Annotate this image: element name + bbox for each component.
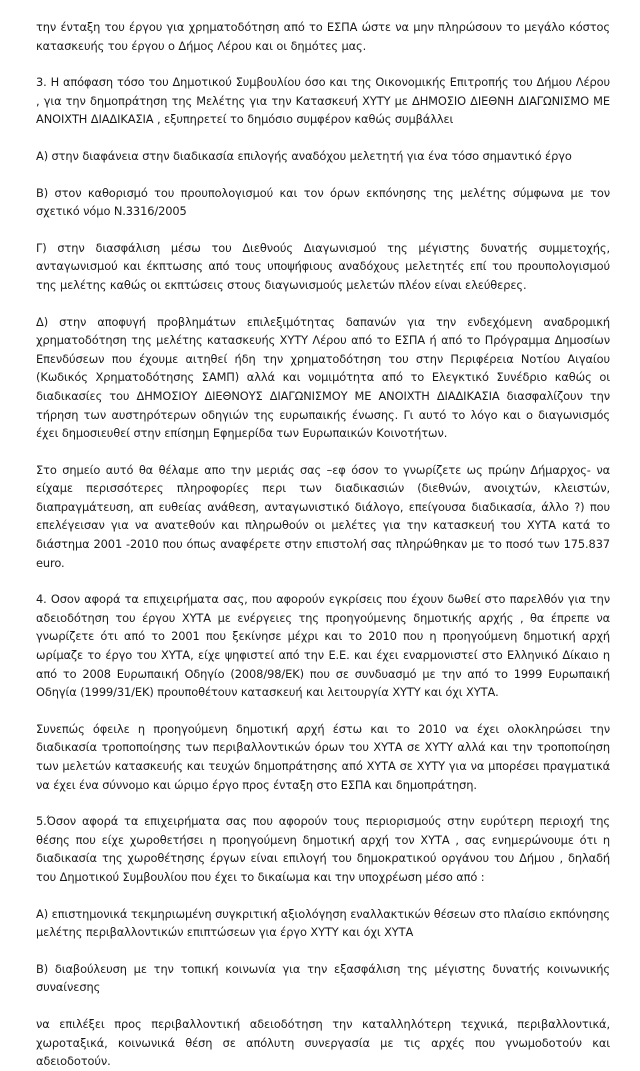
paragraph-conclusion: να επιλέξει προς περιβαλλοντική αδειοδότηση την καταλληλότερη τεχνικά, περιβαλλοντικά, χωροταξικά, κοινωνικά θέση σε απόλυτη συνεργασία με τις αρχές που γνωμοδοτούν και αδειοδοτούν. [36, 1016, 610, 1069]
paragraph-point-5: 5.Όσον αφορά τα επιχειρήματα σας που αφορούν τους περιορισμούς στην ευρύτερη περιοχή της θέσης που είχε χωροθετήσει η προηγούμενη δημοτική αρχή τον ΧΥΤΑ , σας ενημερώνουμε ότι η διαδικασία της χωροθέτησης έργων είναι επιλογή του δημοκρατικού οργάνου του Δήμου , δηλαδή του Δημοτικού Συμβουλίου που έχει το δικαίωμα και την υποχρέωση μέσο από : [36, 814, 610, 884]
paragraph-consequently: Συνεπώς όφειλε η προηγούμενη δημοτική αρχή έστω και το 2010 να έχει ολοκληρώσει την διαδικασία τροποποίησης των περιβαλλοντικών όρων του ΧΥΤΑ σε ΧΥΤΥ αλλά και την τροποποίηση των μελετών κατασκευής και τευχών δημοπράτησης από ΧΥΤΑ σε ΧΥΤΥ για να μπορέσει πραγματικά να έχει ένα σύννομο και ώριμο έργο προς ένταξη στο ΕΣΠΑ και δημοπράτηση. [36, 721, 610, 792]
paragraph-question: Στο σημείο αυτό θα θέλαμε απο την μεριάς σας –εφ όσον το γνωρίζετε ως πρώην Δήμαρχος- να είχαμε περισσότερες πληροφορίες περι των διαδικασιών (διεθνών, ανοιχτών, κλειστών, διαπραγμάτευση, απ ευθείας ανάθεση, ανταγωνιστικό διάλογο, επείγουσα διαδικασία, άλλο ?) που επελέγεισαν για να ανατεθούν και πληρωθούν οι μελέτες για την κατασκευή του ΧΥΤΑ κατά το διάστημα 2001 -2010 που όπως αναφέρετε στην επιστολή σας πληρώθηκαν με το ποσό των 175.837 euro. [36, 462, 610, 570]
paragraph-point-3: 3. Η απόφαση τόσο του Δημοτικού Συμβουλίου όσο και της Οικονομικής Επιτροπής του Δήμου Λέρου , για την δημοπράτηση της Μελέτης για την Κατασκευή ΧΥΤΥ με ΔΗΜΟΣΙΟ ΔΙΕΘΝΗ ΔΙΑΓΩΝΙΣΜΟ ΜΕ ΑΝΟΙΧΤΗ ΔΙΑΔΙΚΑΣΙΑ , εξυπηρετεί το δημόσιο συμφέρον καθώς συμβάλλει [36, 75, 610, 127]
paragraph-point-3d: Δ) στην αποφυγή προβλημάτων επιλεξιμότητας δαπανών για την ενδεχόμενη αναδρομική χρηματοδότηση της μελέτης κατασκευής ΧΥΤΥ Λέρου από το ΕΣΠΑ ή από το Πρόγραμμα Δημοσίων Επενδύσεων που έχουμε αιτηθεί ήδη την χρηματοδότηση του στην Περιφέρεια Νοτίου Αιγαίου (Κωδικός Χρηματοδότησης ΣΑΜΠ) αλλά και νομιμότητα από το Ελεγκτικό Συνέδριο καθώς οι διαδικασίες του ΔΗΜΟΣΙΟΥ ΔΙΕΘΝΟΥΣ ΔΙΑΓΩΝΙΣΜΟΥ ΜΕ ΑΝΟΙΧΤΗ ΔΙΑΔΙΚΑΣΙΑ διασφαλίζουν την τήρηση των αυστηρότερων οδηγιών της ευρωπαικής ένωσης. Γι αυτό το λόγο και ο διαγωνισμός έχει δημοσιευθεί στην επίσημη Εφημερίδα των Ευρωπαικών Κοινοτήτων. [36, 314, 610, 441]
paragraph-point-3b: Β) στον καθορισμό του προυπολογισμού και τον όρων εκπόνησης της μελέτης σύμφωνα με τον σχετικό νόμο Ν.3316/2005 [36, 185, 610, 219]
paragraph-point-5a: Α) επιστημονικά τεκμηριωμένη συγκριτική αξιολόγηση εναλλακτικών θέσεων στο πλαίσιο εκπόνησης μελέτης περιβαλλοντικών επιπτώσεων για έργο ΧΥΤΥ και όχι ΧΥΤΑ [36, 906, 610, 940]
paragraph-point-3a: Α) στην διαφάνεια στην διαδικασία επιλογής αναδόχου μελετητή για ένα τόσο σημαντικό έργο [36, 148, 572, 163]
paragraph-point-3c: Γ) στην διασφάλιση μέσω του Διεθνούς Διαγωνισμού της μέγιστης δυνατής συμμετοχής, ανταγωνισμού και έκπτωσης από τους υποψήφιους αναδόχους μελετητές επί του προυπολογισμού της μελέτης καθώς οι εκπτώσεις στους διαγωνισμούς μελετών πλέον είναι ελεύθερες. [36, 240, 610, 292]
paragraph-intro-continuation: την ένταξη του έργου για χρηματοδότηση από το ΕΣΠΑ ώστε να μην πληρώσουν το μεγάλο κόστος κατασκευής του έργου ο Δήμος Λέρου και οι δημότες μας. [36, 20, 610, 53]
paragraph-point-4: 4. Οσον αφορά τα επιχειρήματα σας, που αφορούν εγκρίσεις που έχουν δωθεί στο παρελθόν για την αδειοδότηση του έργου ΧΥΤΑ με ενέργειες της προηγούμενης δημοτικής αρχής , θα έπρεπε να γνωρίζετε ότι από το 2001 που ξεκίνησε μέχρι και το 2010 που η προηγούμενη δημοτική αρχή ωρίμαζε το έργο του ΧΥΤΑ, είχε ψηφιστεί από την Ε.Ε. και έχει εναρμονιστεί στο Ελληνικό Δίκαιο η από το 2008 Ευρωπαική Οδηγίο (2008/98/ΕΚ) που σε συνδυασμό με την από το 1999 Ευρωπαική Οδηγία (1999/31/ΕΚ) προυποθέτουν κατασκευή και λειτουργία ΧΥΤΥ και όχι ΧΥΤΑ. [36, 592, 610, 700]
paragraph-point-5b: Β) διαβούλευση με την τοπική κοινωνία για την εξασφάλιση της μέγιστης δυνατής κοινωνικής συναίνεσης [36, 961, 610, 995]
